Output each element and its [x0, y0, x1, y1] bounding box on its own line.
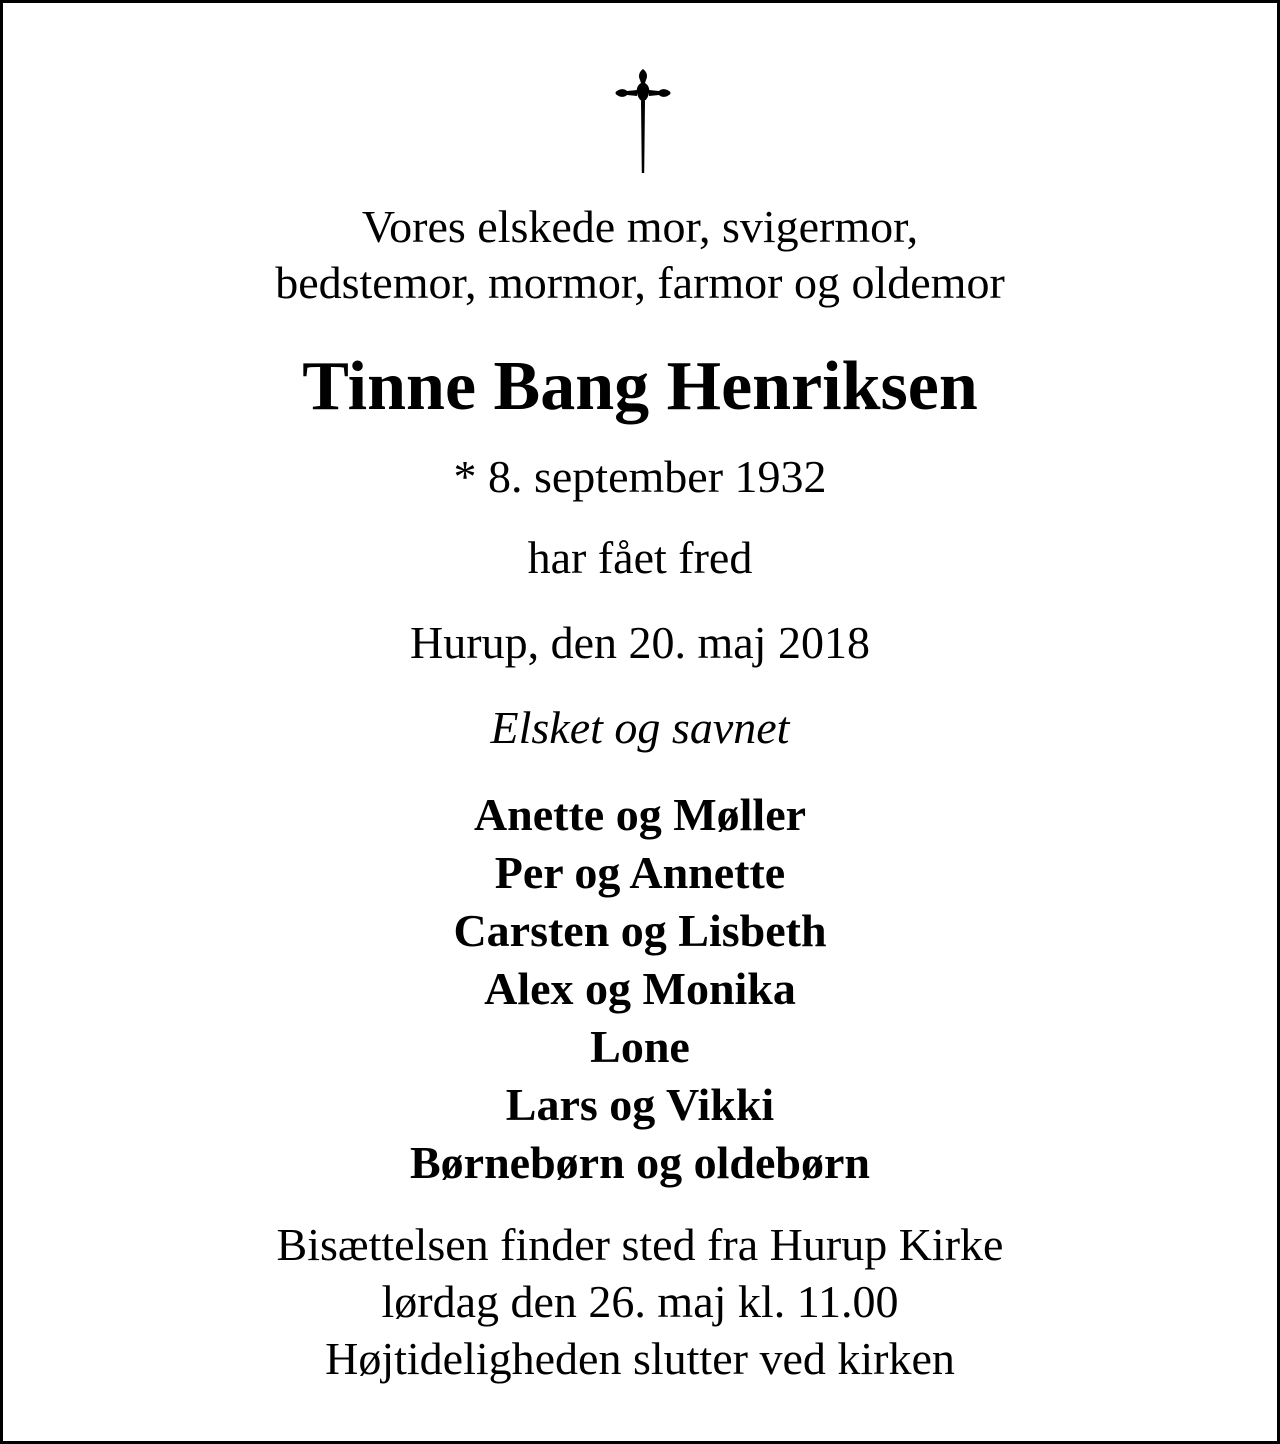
family-member: Per og Annette: [494, 847, 786, 898]
family-list: [3, 786, 1277, 1192]
family-member: Anette og Møller: [473, 789, 807, 840]
family-member: Børnebørn og oldebørn: [409, 1137, 871, 1188]
funeral-details: [3, 1216, 1277, 1387]
passed-away-text: har fået fred: [527, 532, 753, 583]
family-member: Lars og Vikki: [505, 1079, 775, 1130]
motto: Elsket og savnet: [490, 702, 790, 753]
birth-date: * 8. september 1932: [453, 451, 827, 502]
funeral-line: Bisættelsen finder sted fra Hurup Kirke: [276, 1219, 1004, 1270]
deceased-name: Tinne Bang Henriksen: [302, 348, 978, 425]
funeral-line: Højtideligheden slutter ved kirken: [325, 1333, 955, 1384]
intro-line: bedstemor, mormor, farmor og oldemor: [275, 257, 1005, 308]
intro-text: [3, 199, 1277, 311]
family-member: Alex og Monika: [484, 963, 796, 1014]
family-member: Lone: [590, 1021, 690, 1072]
intro-line: Vores elskede mor, svigermor,: [361, 201, 919, 252]
cross-icon: [613, 69, 673, 173]
funeral-line: lørdag den 26. maj kl. 11.00: [381, 1276, 899, 1327]
family-member: Carsten og Lisbeth: [453, 905, 827, 956]
place-and-date: Hurup, den 20. maj 2018: [410, 617, 870, 668]
